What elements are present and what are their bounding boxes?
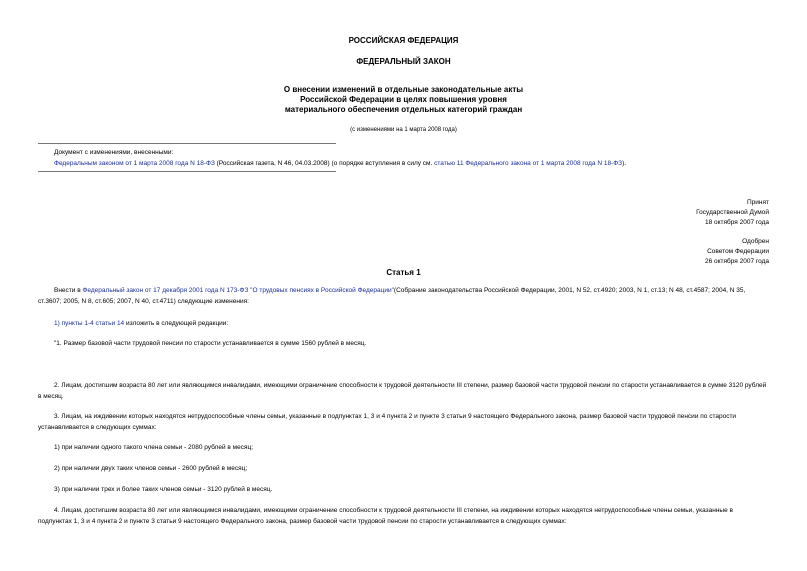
accepted-label: Принят (746, 199, 769, 206)
document-title (0, 85, 807, 115)
accepted-date: 18 октября 2007 года (704, 219, 769, 226)
subitem-3: 3) при наличии трех и более таких членов семьи - 3120 рублей в месяц. (54, 486, 273, 493)
subitem-2: 2) при наличии двух таких членов семьи - 2600 рублей в месяц; (54, 465, 248, 472)
accepted-block (696, 198, 769, 228)
title-line-3: материального обеспечения отдельных категорий граждан (284, 105, 523, 114)
changes-note-text-2: ). (622, 160, 627, 167)
article-intro (38, 285, 768, 307)
country-heading: РОССИЙСКАЯ ФЕДЕРАЦИЯ (348, 36, 459, 45)
subitem-1: 1) при наличии одного такого члена семьи - 2080 рублей в месяц; (54, 444, 254, 451)
edition-note: (с изменениями на 1 марта 2008 года) (350, 127, 457, 133)
amending-law-link[interactable]: Федеральным законом от 1 марта 2008 года N 18-ФЗ (54, 160, 215, 167)
approved-by: Советом Федерации (707, 248, 769, 255)
title-line-2: Российской Федерации в целях повышения уровня (300, 95, 507, 104)
intro-prefix: Внести в (54, 287, 83, 294)
item-1-text: изложить в следующей редакции: (124, 320, 229, 327)
paragraph-4: 4. Лицам, достигшим возраста 80 лет или являющимся инвалидами, имеющими ограничение способности к трудовой деятельности III степени, на иждивении которых находятся нетрудоспособные члены семьи, указанные в подпунктах 1, 3 и 4 пункта 2 и пункте 3 статьи 9 настоящего Федерального закона, размер базовой части трудовой пенсии по старости устанавливается в следующих суммах: (38, 507, 733, 525)
approved-label: Одобрен (742, 238, 769, 245)
approved-block (705, 237, 769, 267)
approved-date: 26 октября 2007 года (704, 258, 769, 265)
changes-note (54, 147, 784, 169)
paragraph-1: "1. Размер базовой части трудовой пенсии по старости устанавливается в сумме 1560 рублей в месяц. (54, 340, 367, 347)
changes-note-text-1: (Российская газета, N 46, 04.03.2008) (о порядке вступления в силу см. (214, 160, 435, 167)
changes-note-label: Документ с изменениями, внесенными: (54, 149, 174, 156)
doc-type-heading: ФЕДЕРАЛЬНЫЙ ЗАКОН (356, 57, 451, 66)
article-14-link[interactable]: 1) пункты 1-4 статьи 14 (54, 320, 125, 327)
paragraph-3: 3. Лицам, на иждивении которых находятся нетрудоспособные члены семьи, указанные в подпунктах 1, 3 и 4 пункта 2 и пункте 3 статьи 9 настоящего Федерального закона, размер базовой части трудовой пенсии по старости устанавливается в следующих суммах: (38, 413, 737, 431)
pension-law-link[interactable]: Федеральный закон от 17 декабря 2001 года N 173-ФЗ "О трудовых пенсиях в Российской Федерации" (82, 287, 394, 294)
item-1 (38, 318, 768, 329)
accepted-by: Государственной Думой (696, 209, 769, 216)
intro-text: (Собрание законодательства Российской Федерации, 2001, N 52, ст.4920; 2003, N 1, ст.13; N 48, ст.4587; 2004, N 35, ст.3607; 2005, N 8, ст.605; 2007, N 40, ст.4711) следующие изменения: (38, 287, 746, 305)
paragraph-2: 2. Лицам, достигшим возраста 80 лет или являющимся инвалидами, имеющими ограничение способности к трудовой деятельности III степени, размер базовой части трудовой пенсии по старости устанавливается в сумме 3120 рублей в месяц. (38, 382, 767, 400)
article-heading: Статья 1 (386, 268, 421, 277)
title-line-1: О внесении изменений в отдельные законодательные акты (283, 85, 524, 94)
changes-note-text (54, 158, 784, 169)
bottom-divider (38, 171, 336, 172)
top-divider (38, 143, 336, 144)
article-11-link[interactable]: статью 11 Федерального закона от 1 марта 2008 года N 18-ФЗ (434, 160, 623, 167)
